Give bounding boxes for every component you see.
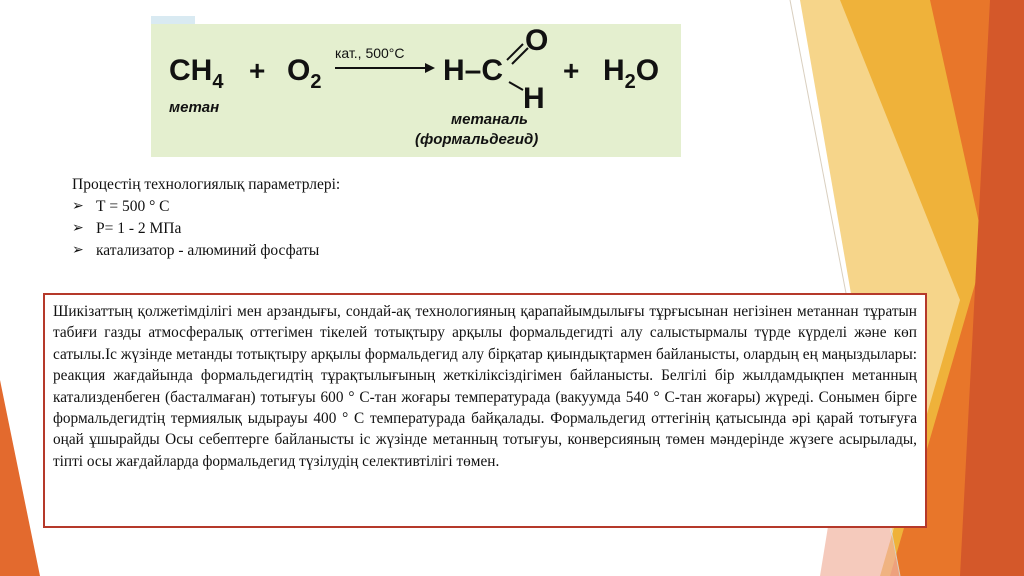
product-oxygen: O xyxy=(525,24,549,57)
svg-text:O2 xyxy=(287,54,321,93)
product-water-o: O xyxy=(635,54,660,87)
parameters-title: Процестің технологиялық параметрлері: xyxy=(72,176,341,193)
plus-sign-2: + xyxy=(563,55,580,86)
product-hydrogen: H xyxy=(523,82,545,115)
parameter-item: ➢ катализатор - алюминий фосфаты xyxy=(72,240,492,262)
svg-text:CH4 xyxy=(169,54,224,93)
svg-text:H2O xyxy=(603,54,659,93)
product-hc: H–C xyxy=(443,54,504,87)
product-water-h: H xyxy=(603,54,625,87)
label-methanal: метаналь xyxy=(451,111,528,128)
reactant-methane-sub: 4 xyxy=(212,71,224,93)
reaction-arrow xyxy=(335,63,435,73)
arrow-bullet-icon: ➢ xyxy=(72,221,84,236)
arrow-bullet-icon: ➢ xyxy=(72,199,84,214)
reaction-condition: кат., 500°С xyxy=(335,45,405,61)
parameter-item: ➢ Р= 1 - 2 МПа xyxy=(72,218,492,240)
parameter-item: ➢ Т = 500 ° С xyxy=(72,196,492,218)
single-bond xyxy=(509,82,523,90)
equation-svg xyxy=(151,24,681,157)
description-paragraph: Шикізаттың қолжетімділігі мен арзандығы, сондай-ақ технологияның қарапайымдылығы тұрғысынан негізінен метаннан тұратын табиғи газды атмосфералық оттегімен тікелей тотықтыру арқылы формальдегидті алу салыстырмалы түрде күрделі және көп сатылы.Іс жүзінде метанды тотықтыру арқылы формальдегид алу бірқатар қиындықтармен байланысты, олардың ең маңыздылары: реакция жағдайында формальдегидтің тұрақтылығының жеткіліксіздігімен байланысты. Белгілі бір жылдамдықпен метанның катализденбеген (басталмаған) тотығуы 600 ° С-тан жоғары температурада (вакуумда 540 ° С-тан жоғары) жүреді. Сонымен бірге формальдегидтің термиялық ыдырауы 400 ° С температурада байқалады. Формальдегид оттегінің қатысында әрі қарай тотығуға оңай ұшырайды Осы себептерге байланысты іс жүзінде метанның тотығуы, конверсияның төмен мәндерінде жүзеге асырылады, тіпті осы жағдайларда формальдегид түзілудің селективтілігі төмен. xyxy=(53,303,917,470)
arrow-bullet-icon: ➢ xyxy=(72,243,84,258)
label-methane: метан xyxy=(169,99,220,116)
reactant-methane: CH xyxy=(169,54,213,87)
label-formaldehyde: (формальдегид) xyxy=(415,131,539,148)
process-parameters xyxy=(72,174,492,262)
reactant-oxygen: O xyxy=(287,54,311,87)
equation-image xyxy=(151,24,681,157)
left-orange-shape xyxy=(0,380,40,576)
product-water-sub: 2 xyxy=(624,71,636,93)
reactant-oxygen-sub: 2 xyxy=(310,71,322,93)
plus-sign-1: + xyxy=(249,55,266,86)
description-box xyxy=(43,293,927,528)
